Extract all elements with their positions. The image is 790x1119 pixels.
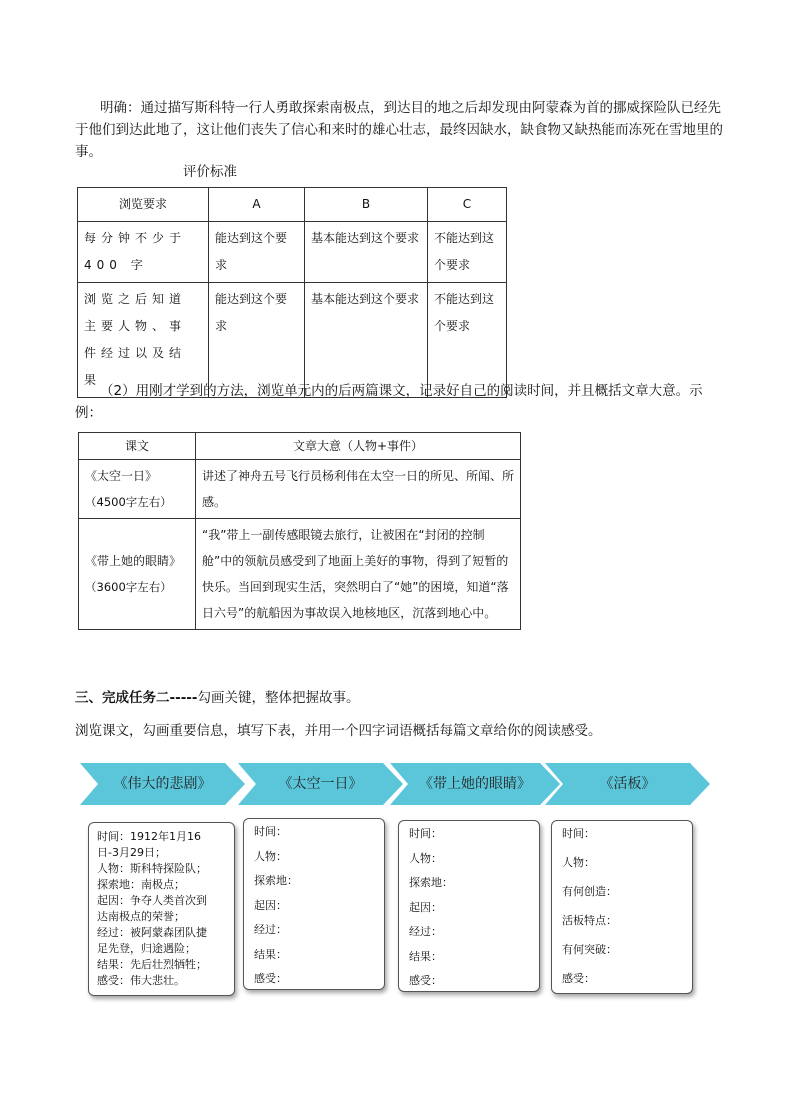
- chevron-label: 《太空一日》: [278, 776, 363, 792]
- chevron-label: 《带上她的眼睛》: [419, 776, 531, 792]
- table-cell: 不能达到这个要求: [428, 222, 507, 283]
- table-row: [79, 519, 521, 630]
- table-cell: “我”带上一副传感眼镜去旅行，让被困在“封闭的控制舱”中的领航员感受到了地面上美好的事物，得到了短暂的快乐。当回到现实生活，突然明白了“她”的困境，知道“落日六号”的航船因为事故误入地核地区，沉落到地心中。: [196, 519, 521, 630]
- card-line: 感受：: [409, 974, 442, 987]
- card-line: 人物：: [254, 849, 287, 863]
- chevron-step-3: [390, 763, 560, 805]
- chevron-step-4: [545, 763, 710, 805]
- header-cell: A: [209, 188, 305, 222]
- card-line: 时间：: [562, 827, 595, 840]
- section3-rest: 勾画关键，整体把握故事。: [197, 690, 360, 706]
- task2-paragraph: （2）用刚才学到的方法，浏览单元内的后两篇课文，记录好自己的阅读时间，并且概括文章大意。示例：: [75, 383, 703, 421]
- eval-table-caption: 评价标准: [183, 164, 237, 180]
- card-line: 人物：斯科特探险队；: [97, 862, 207, 875]
- example-table: [78, 432, 521, 630]
- chevron-label: 《活板》: [599, 776, 656, 792]
- card-line: 探索地：南极点；: [97, 878, 185, 891]
- table-row: [78, 222, 507, 283]
- card-line: 经过：: [254, 923, 287, 936]
- card-line: 结果：先后壮烈牺牲；: [97, 958, 207, 971]
- table-row: [79, 460, 521, 519]
- card-great-tragedy: [88, 822, 235, 996]
- card-line: 达南极点的荣誉；: [97, 910, 185, 923]
- header-cell: 课文: [79, 433, 196, 460]
- table-cell: 基本能达到这个要求: [305, 283, 428, 398]
- header-cell: 浏览要求: [78, 188, 209, 222]
- lesson-title: 《带上她的眼睛》: [85, 554, 182, 568]
- header-cell: C: [428, 188, 507, 222]
- card-line: 结果：: [409, 949, 442, 963]
- card-line: 经过：被阿蒙森团队捷: [97, 926, 207, 939]
- card-line: 起因：争夺人类首次到: [97, 894, 207, 907]
- card-line: 时间：: [409, 827, 442, 840]
- chevron-label: 《伟大的悲剧》: [113, 776, 212, 792]
- card-line: 日-3月29日；: [97, 846, 166, 859]
- card-line: 时间：1912年1月16: [97, 830, 201, 843]
- table-header-row: [78, 188, 507, 222]
- lesson-length: （3600字左右）: [85, 580, 172, 594]
- table-cell: [79, 519, 196, 630]
- lesson-title: 《太空一日》: [85, 469, 158, 483]
- section3-title: 完成任务二-----: [102, 690, 198, 706]
- card-movable-type: [551, 820, 693, 994]
- table-cell: 能达到这个要求: [209, 222, 305, 283]
- table-cell: 每分钟不少于400 字: [78, 222, 209, 283]
- card-line: 起因：: [409, 900, 442, 914]
- intro-paragraph: 明确：通过描写斯科特一行人勇敢探索南极点，到达目的地之后却发现由阿蒙森为首的挪威探险队已经先于他们到达此地了，这让他们丧失了信心和来时的雄心壮志，最终因缺水，缺食物又缺热能而冻死在雪地里的事。: [75, 100, 723, 160]
- lesson-length: （4500字左右）: [85, 495, 172, 509]
- card-bring-her-eyes: [398, 820, 540, 992]
- section3-number: 三、: [75, 690, 102, 706]
- card-line: 感受：伟大悲壮。: [97, 974, 185, 987]
- table-cell: 不能达到这个要求: [428, 283, 507, 398]
- table-cell: [79, 460, 196, 519]
- header-cell: B: [305, 188, 428, 222]
- card-line: 有何突破：: [562, 943, 617, 956]
- card-line: 感受：: [254, 972, 287, 985]
- card-line: 探索地：: [409, 876, 453, 889]
- card-line: 足先登，归途遇险；: [97, 942, 196, 955]
- table-cell: 能达到这个要求: [209, 283, 305, 398]
- section3-instruction: 浏览课文，勾画重要信息，填写下表，并用一个四字词语概括每篇文章给你的阅读感受。: [75, 723, 602, 739]
- card-line: 时间：: [254, 825, 287, 838]
- card-line: 活板特点：: [562, 914, 617, 927]
- card-line: 人物：: [409, 851, 442, 865]
- card-day-in-space: [243, 818, 385, 990]
- evaluation-table: [77, 187, 507, 398]
- card-line: 有何创造：: [562, 885, 617, 898]
- card-line: 结果：: [254, 947, 287, 961]
- table-cell: 基本能达到这个要求: [305, 222, 428, 283]
- card-line: 起因：: [254, 898, 287, 912]
- chevron-step-1: [80, 763, 245, 805]
- card-line: 人物：: [562, 856, 595, 869]
- chevron-step-2: [238, 763, 403, 805]
- table-header-row: [79, 433, 521, 460]
- card-line: 经过：: [409, 925, 442, 938]
- section3-heading: [75, 686, 360, 706]
- header-cell: 文章大意（人物+事件）: [196, 433, 521, 460]
- card-line: 感受：: [562, 972, 595, 985]
- table-cell: 浏览之后知道主要人物、事件经过以及结果: [78, 283, 209, 398]
- card-line: 探索地：: [254, 874, 298, 887]
- table-cell: 讲述了神舟五号飞行员杨利伟在太空一日的所见、所闻、所感。: [196, 460, 521, 519]
